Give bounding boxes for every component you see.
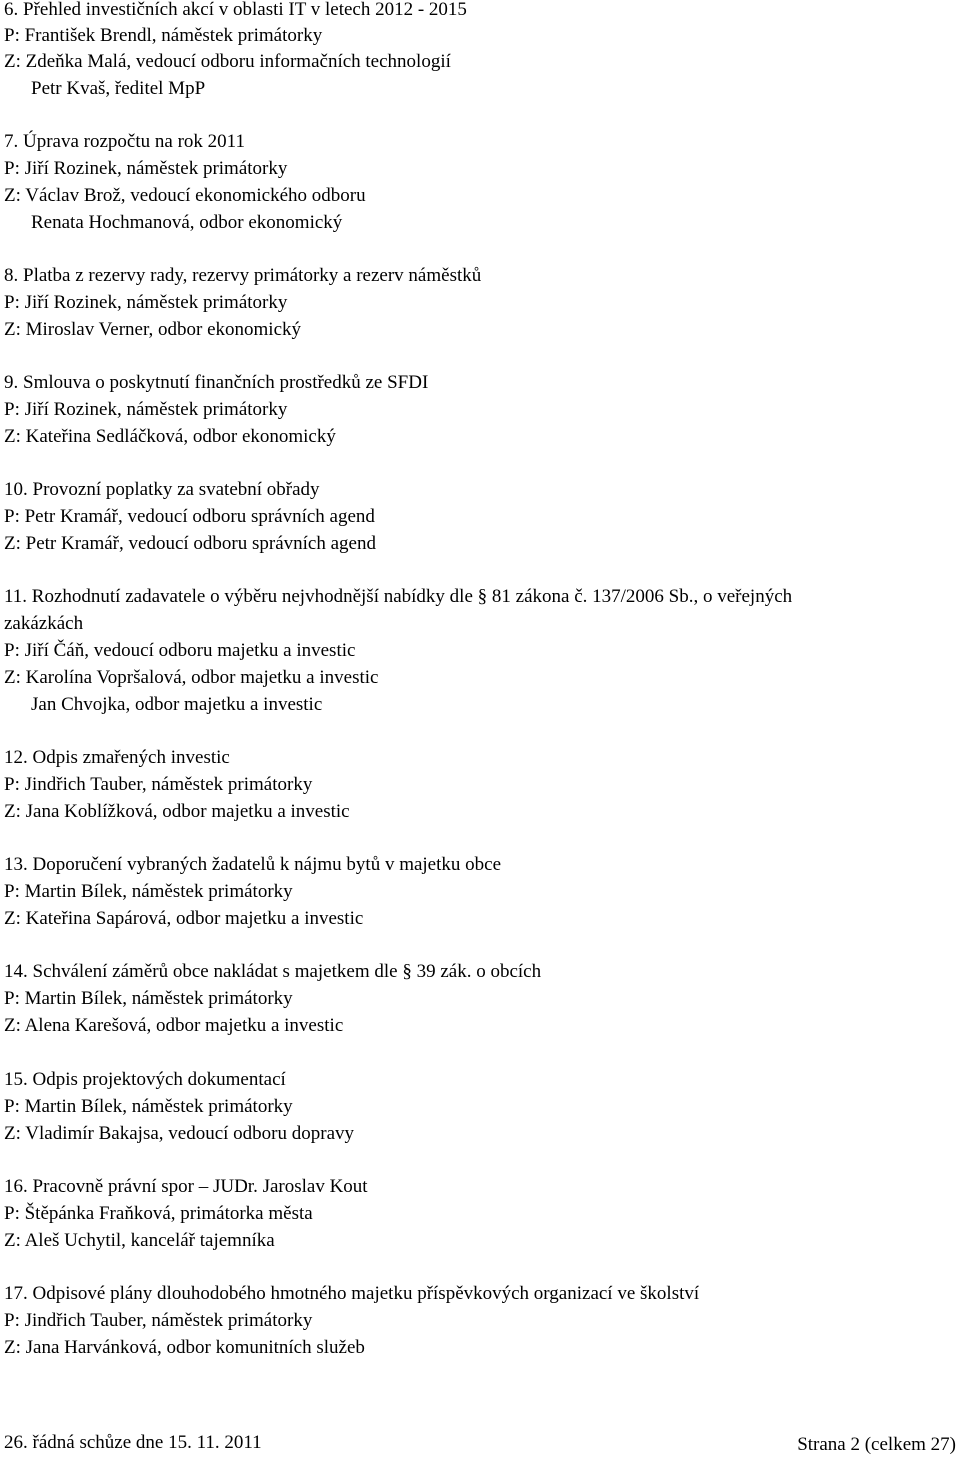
item-processor-extra: Renata Hochmanová, odbor ekonomický — [31, 212, 343, 233]
item-title-continued: zakázkách — [4, 613, 84, 634]
item-processor-extra: Petr Kvaš, ředitel MpP — [31, 78, 206, 99]
item-title: 16. Pracovně právní spor – JUDr. Jaroslav Kout — [4, 1176, 368, 1197]
item-processor: Z: Vladimír Bakajsa, vedoucí odboru dopravy — [4, 1123, 355, 1144]
item-title: 11. Rozhodnutí zadavatele o výběru nejvhodnější nabídky dle § 81 zákona č. 137/2006 Sb., o veřejných — [4, 586, 793, 607]
item-presenter: P: Petr Kramář, vedoucí odboru správních agend — [4, 506, 375, 527]
footer-page-number: Strana 2 (celkem 27) — [797, 1434, 956, 1455]
footer-meeting-date: 26. řádná schůze dne 15. 11. 2011 — [4, 1432, 262, 1453]
item-processor: Z: Alena Karešová, odbor majetku a investic — [4, 1015, 344, 1036]
item-presenter: P: František Brendl, náměstek primátorky — [4, 25, 323, 46]
item-title: 12. Odpis zmařených investic — [4, 747, 230, 768]
item-title: 7. Úprava rozpočtu na rok 2011 — [4, 131, 245, 152]
item-processor: Z: Jana Harvánková, odbor komunitních služeb — [4, 1337, 365, 1358]
item-presenter: P: Štěpánka Fraňková, primátorka města — [4, 1203, 313, 1224]
item-title: 15. Odpis projektových dokumentací — [4, 1069, 286, 1090]
item-presenter: P: Martin Bílek, náměstek primátorky — [4, 988, 293, 1009]
item-presenter: P: Martin Bílek, náměstek primátorky — [4, 881, 293, 902]
item-presenter: P: Jindřich Tauber, náměstek primátorky — [4, 774, 313, 795]
item-title: 14. Schválení záměrů obce nakládat s majetkem dle § 39 zák. o obcích — [4, 961, 542, 982]
item-presenter: P: Jiří Rozinek, náměstek primátorky — [4, 158, 288, 179]
item-presenter: P: Jiří Rozinek, náměstek primátorky — [4, 292, 288, 313]
item-processor: Z: Kateřina Sedláčková, odbor ekonomický — [4, 426, 336, 447]
item-processor: Z: Miroslav Verner, odbor ekonomický — [4, 319, 302, 340]
item-processor: Z: Aleš Uchytil, kancelář tajemníka — [4, 1230, 275, 1251]
item-processor-extra: Jan Chvojka, odbor majetku a investic — [31, 694, 323, 715]
item-title: 17. Odpisové plány dlouhodobého hmotného majetku příspěvkových organizací ve školství — [4, 1283, 700, 1304]
item-processor: Z: Petr Kramář, vedoucí odboru správních agend — [4, 533, 376, 554]
item-presenter: P: Jiří Rozinek, náměstek primátorky — [4, 399, 288, 420]
item-presenter: P: Jindřich Tauber, náměstek primátorky — [4, 1310, 313, 1331]
item-processor: Z: Václav Brož, vedoucí ekonomického odboru — [4, 185, 366, 206]
item-title: 6. Přehled investičních akcí v oblasti IT v letech 2012 - 2015 — [4, 0, 467, 20]
item-presenter: P: Martin Bílek, náměstek primátorky — [4, 1096, 293, 1117]
item-title: 8. Platba z rezervy rady, rezervy primátorky a rezerv náměstků — [4, 265, 482, 286]
item-processor: Z: Karolína Vopršalová, odbor majetku a investic — [4, 667, 379, 688]
item-title: 9. Smlouva o poskytnutí finančních prostředků ze SFDI — [4, 372, 429, 393]
item-processor: Z: Kateřina Sapárová, odbor majetku a investic — [4, 908, 364, 929]
item-processor: Z: Zdeňka Malá, vedoucí odboru informačních technologií — [4, 51, 451, 72]
item-processor: Z: Jana Koblížková, odbor majetku a investic — [4, 801, 350, 822]
item-presenter: P: Jiří Čáň, vedoucí odboru majetku a investic — [4, 640, 356, 661]
item-title: 10. Provozní poplatky za svatební obřady — [4, 479, 320, 500]
item-title: 13. Doporučení vybraných žadatelů k nájmu bytů v majetku obce — [4, 854, 502, 875]
